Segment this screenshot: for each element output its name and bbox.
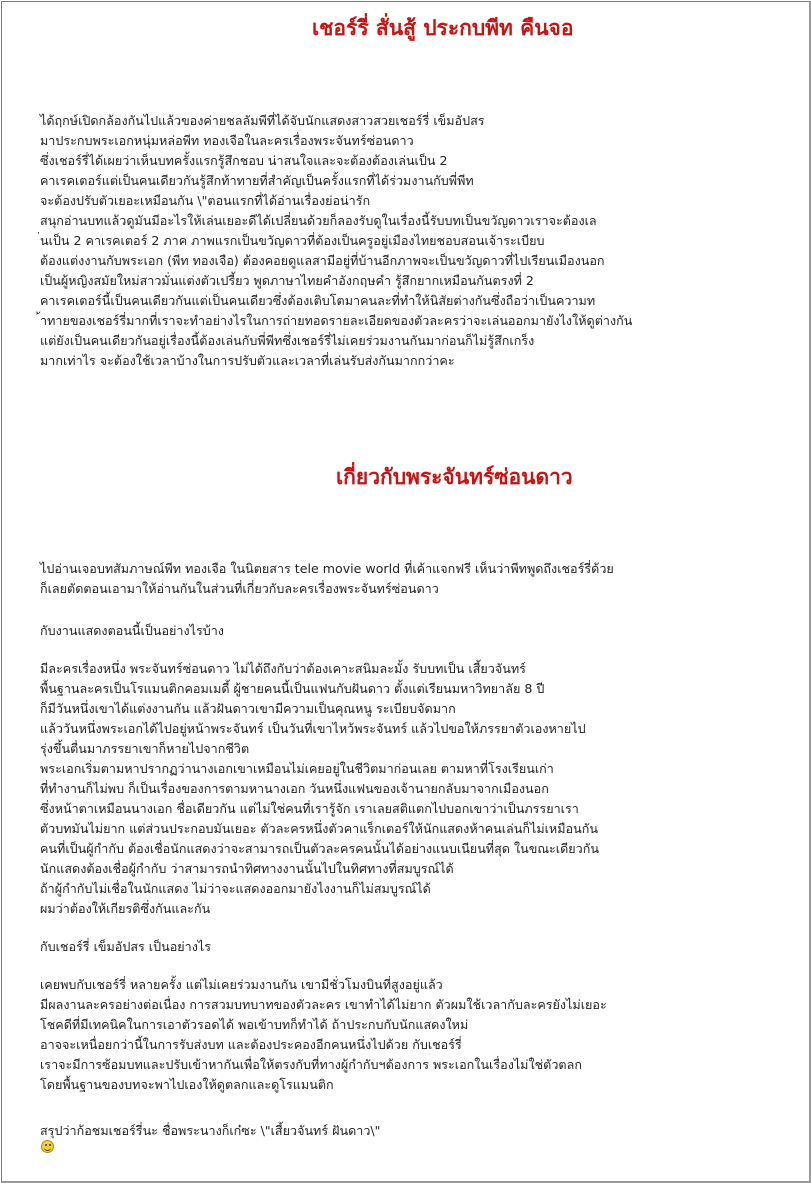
answer-2-paragraph: [40, 975, 800, 1095]
text-line: มากเท่าไร จะต้องใช้เวลาบ้างในการปรับตัวและเวลาที่เล่นรับส่งกันมากกว่าคะ: [40, 353, 455, 368]
text-line: โดยพื้นฐานของบทจะพาไปเองให้ดูตลกและดูโรแมนติก: [40, 1077, 334, 1092]
text-line: ตัวบทมันไม่ยาก แต่ส่วนประกอบมันเยอะ ตัวละครหนึ่งตัวคาแร็กเตอร์ให้นักแสดงห้าคนเล่นก็ไม่เหมือนกัน: [40, 821, 598, 836]
question-1: [40, 621, 800, 641]
text-line: มาประกบพระเอกหนุ่มหล่อพีท ทองเจือในละครเรื่องพระจันทร์ซ่อนดาว: [40, 133, 414, 148]
text-line: นักแสดงต้องเชื่อผู้กำกับ ว่าสามารถนำทิศทางงานนั้นไปในทิศทางที่สมบูรณ์ได้: [40, 861, 454, 876]
text-line: ซึ่งหน้าตาเหมือนนางเอก ชื่อเดียวกัน แต่ไม่ใช่คนที่เรารู้จัก เราเลยสติแตกไปบอกเขาว่าเป็นภรรยาเรา: [40, 801, 579, 816]
text-line: ซึ่งเชอร์รี่ได้เผยว่าเห็นบทครั้งแรกรู้สึกชอบ น่าสนใจและจะต้องต้องเล่นเป็น 2: [40, 153, 448, 168]
section-title: เกี่ยวกับพระจันทร์ซ่อนดาว: [336, 464, 573, 489]
text-line: เคยพบกับเชอร์รี่ หลายครั้ง แต่ไม่เคยร่วมงานกัน เขามีชั่วโมงบินที่สูงอยู่แล้ว: [40, 977, 443, 992]
article-title: เชอร์รี่ สั่นสู้ ประกบพีท คืนจอ: [312, 15, 574, 40]
section-intro-paragraph: [40, 559, 800, 599]
text-line: ก็เลยตัดตอนเอามาให้อ่านกันในส่วนที่เกี่ยวกับละครเรื่องพระจันทร์ซ่อนดาว: [40, 581, 439, 596]
text-line: โชคดีที่มีเทคนิคในการเอาตัวรอดได้ พอเข้าบทก็ทำได้ ถ้าประกบกับนักแสดงใหม่: [40, 1017, 469, 1032]
answer-1-paragraph: [40, 659, 800, 919]
text-line: พื้นฐานละครเป็นโรแมนติกคอมเมดี้ ผู้ชายคนนี้เป็นแฟนกับฝันดาว ตั้งแต่เรียนมหาวิทยาลัย 8 ปี: [40, 681, 545, 696]
text-line: รุ่งขึ้นตื่นมาภรรยาเขาก็หายไปจากชีวิต: [40, 741, 250, 756]
closing-text: สรุปว่าก้อชมเชอร์รี่นะ ชื่อพระนางก็เก๋ซะ \"เสี้ยวจันทร์ ฝันดาว\": [40, 1123, 381, 1138]
text-line: จะต้องปรับตัวเยอะเหมือนกัน \"ตอนแรกที่ได้อ่านเรื่องย่อน่ารัก: [40, 193, 371, 208]
text-line: ไปอ่านเจอบทสัมภาษณ์พีท ทองเจือ ในนิตยสาร tele movie world ที่เค้าแจกฟรี เห็นว่าพีทพูดถึงเชอร์รี่ด้วย: [40, 561, 614, 576]
text-line: มีผลงานละครอย่างต่อเนื่อง การสวมบทบาทของตัวละคร เขาทำได้ไม่ยาก ตัวผมใช้เวลากับละครยังไม่เยอะ: [40, 997, 607, 1012]
question-2-text: กับเชอร์รี่ เข็มอัปสร เป็นอย่างไร: [40, 939, 211, 954]
text-line: ต้องแต่งงานกับพระเอก (พีท ทองเจือ) ต้องคอยดูแลสามีอยู่ที่บ้านอีกภาพจะเป็นขวัญดาวที่ไปเรียนเมืองนอก: [40, 253, 605, 268]
text-line: มีละครเรื่องหนึ่ง พระจันทร์ซ่อนดาว ไม่ได้ถึงกับว่าต้องเคาะสนิมละมั้ง รับบทเป็น เสี้ยวจันทร์: [40, 661, 526, 676]
text-line: คาเรคเตอร์แต่เป็นคนเดียวกันรู้สึกท้าทายที่สำคัญเป็นครั้งแรกที่ได้ร่วมงานกับพี่พีท: [40, 173, 474, 188]
text-line: คาเรคเตอร์นี้เป็นคนเดียวกันแต่เป็นคนเดียวซึ่งต้องเติบโตมาคนละที่ทำให้นิสัยต่างกันซึ่งถือว่าเป็นความท: [40, 293, 596, 308]
text-line: แต่ยังเป็นคนเดียวกันอยู่เรื่องนี้ต้องเล่นกับพี่พีทซึ่งเชอร์รี่ไม่เคยร่วมงานกันมาก่อนก็ไม่รู้สึกเกร็ง: [40, 333, 535, 348]
text-line: เป็นผู้หญิงสมัยใหม่สาวมั่นแต่งตัวเปรี้ยว พูดภาษาไทยคำอังกฤษคำ รู้สึกยากเหมือนกันตรงที่ 2: [40, 273, 534, 288]
question-2: [40, 937, 800, 957]
text-line: ได้ฤกษ์เปิดกล้องกันไปแล้วของค่ายชลลัมพีที่ได้จับนักแสดงสาวสวยเชอร์รี่ เข็มอัปสร: [40, 113, 485, 128]
smiley-face-icon: [41, 1140, 54, 1153]
question-1-text: กับงานแสดงตอนนี้เป็นอย่างไรบ้าง: [40, 623, 224, 638]
text-line: ถ้าผู้กำกับไม่เชื่อในนักแสดง ไม่ว่าจะแสดงออกมายังไงงานก็ไม่สมบูรณ์ได้: [40, 881, 431, 896]
text-line: สนุกอ่านบทแล้วดูมันมีอะไรให้เล่นเยอะดีได้เปลี่ยนด้วยก็ลองรับดูในเรื่องนี้รับบทเป็นขวัญดาวเราจะต้องเล: [40, 213, 597, 228]
text-line: พระเอกเริ่มตามหาปรากฏว่านางเอกเขาเหมือนไม่เคยอยู่ในชีวิตมาก่อนเลย ตามหาที่โรงเรียนเก่า: [40, 761, 554, 776]
text-line: คนที่เป็นผู้กำกับ ต้องเชื่อนักแสดงว่าจะสามารถเป็นตัวละครคนนั้นได้อย่างแนบเนียนที่สุด ในขณะเดียวกัน: [40, 841, 599, 856]
text-line: ที่ทำงานก็ไม่พบ ก็เป็นเรื่องของการตามหานางเอก วันหนึ่งแฟนของเจ้านายกลับมาจากเมืองนอก: [40, 781, 549, 796]
text-line: อาจจะเหนื่อยกว่านี้ในการรับส่งบท และต้องประคองอีกคนหนึ่งไปด้วย กับเชอร์รี่: [40, 1037, 462, 1052]
text-line: เราจะมีการซ้อมบทและปรับเข้าหากันเพื่อให้ตรงกับที่ทางผู้กำกับฯต้องการ พระเอกในเรื่องไม่ใช่ตัวตลก: [40, 1057, 582, 1072]
text-line: ก็มีวันหนึ่งเขาได้แต่งงานกัน แล้วฝันดาวเขามีความเป็นคุณหนู ระเบียบจัดมาก: [40, 701, 456, 716]
text-line: ้าทายของเชอร์รี่มากที่เราจะทำอย่างไรในการถ่ายทอดรายละเอียดของตัวละครว่าจะเล่นออกมายังไงให้ดูต่างกัน: [40, 313, 633, 328]
intro-paragraph: [40, 111, 800, 371]
closing-line: [40, 1121, 800, 1141]
text-line: แล้ววันหนึ่งพระเอกได้ไปอยู่หน้าพระจันทร์ เป็นวันที่เขาไหว้พระจันทร์ แล้วไปขอให้ภรรยาตัวเองหายไป: [40, 721, 586, 736]
text-line: ผมว่าต้องให้เกียรติซึ่งกันและกัน: [40, 901, 211, 916]
text-line: ่นเป็น 2 คาเรคเตอร์ 2 ภาค ภาพแรกเป็นขวัญดาวที่ต้องเป็นครูอยู่เมืองไทยชอบสอนเจ้าระเบียบ: [40, 233, 545, 248]
